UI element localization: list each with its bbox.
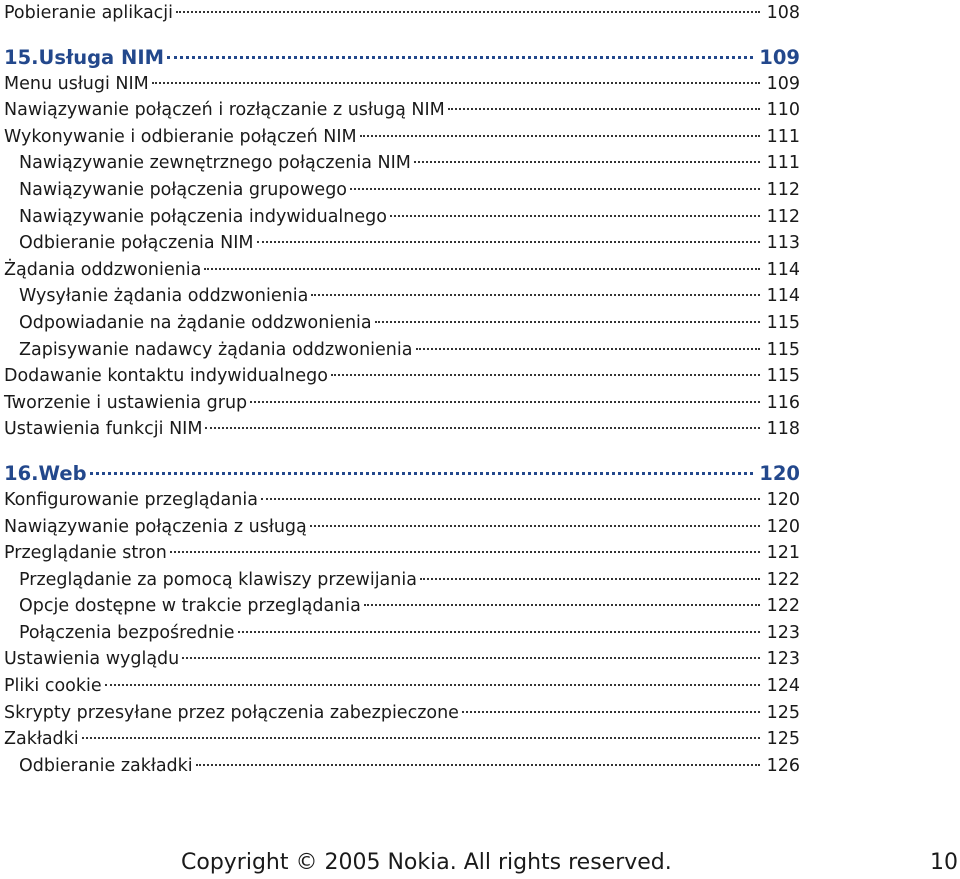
page-number: 10 — [930, 850, 958, 875]
toc-entry — [4, 726, 800, 753]
toc-entry-label: Ustawienia wyglądu — [4, 649, 180, 670]
toc-entry-label: Przeglądanie stron — [4, 543, 167, 564]
toc-entry-page: 122 — [766, 569, 800, 590]
toc-entry — [4, 673, 800, 700]
dot-leader — [105, 683, 760, 686]
toc-entry-label: Dodawanie kontaktu indywidualnego — [4, 366, 328, 387]
toc-entry — [4, 540, 800, 567]
toc-entry-page: 114 — [766, 286, 800, 307]
toc-entry-label: Wysyłanie żądania oddzwonienia — [19, 286, 309, 307]
dot-leader — [90, 471, 754, 475]
toc-entry — [4, 390, 800, 417]
toc-entry-page: 108 — [766, 3, 800, 23]
toc-entry-page: 121 — [766, 543, 800, 564]
toc-entry-label: Połączenia bezpośrednie — [19, 622, 235, 643]
toc-entry-page: 115 — [766, 339, 800, 360]
toc-entry-page: 115 — [766, 366, 800, 387]
dot-leader — [167, 55, 753, 59]
dot-leader — [310, 524, 760, 527]
toc-entry-page: 120 — [759, 461, 800, 485]
toc-entry-label: Nawiązywanie połączenia indywidualnego — [19, 206, 387, 227]
dot-leader — [170, 550, 760, 553]
dot-leader — [360, 134, 760, 137]
toc-entry-page: 126 — [766, 755, 800, 776]
toc-entry-page: 118 — [766, 419, 800, 440]
toc-entry-label: Konfigurowanie przeglądania — [4, 489, 258, 510]
toc-entry — [4, 97, 800, 124]
toc-entry-page: 125 — [766, 702, 800, 723]
toc-entry — [4, 0, 800, 27]
toc-entry — [4, 124, 800, 151]
dot-leader — [420, 577, 760, 580]
toc-entry — [4, 487, 800, 514]
toc-entry-page: 123 — [766, 622, 800, 643]
toc-entry — [4, 363, 800, 390]
toc-entry — [4, 150, 800, 177]
toc-entry-page: 120 — [766, 516, 800, 537]
toc-entry — [4, 620, 800, 647]
copyright-notice: Copyright © 2005 Nokia. All rights reserved. — [181, 850, 672, 875]
dot-leader — [390, 214, 760, 217]
dot-leader — [462, 710, 760, 713]
toc-entry-label: Zakładki — [4, 729, 79, 750]
toc-entry — [4, 593, 800, 620]
dot-leader — [238, 630, 760, 633]
toc-entry-label: Nawiązywanie połączeń i rozłączanie z usługą NIM — [4, 100, 445, 121]
toc-entry-label: Żądania oddzwonienia — [4, 259, 202, 280]
toc-entry-page: 111 — [766, 126, 800, 147]
toc-entry-label: Przeglądanie za pomocą klawiszy przewijania — [19, 569, 417, 590]
dot-leader — [152, 81, 760, 84]
toc-entry-label: Pliki cookie — [4, 676, 102, 697]
dot-leader — [205, 426, 760, 429]
dot-leader — [204, 267, 760, 270]
dot-leader — [311, 293, 760, 296]
toc-entry — [4, 177, 800, 204]
toc-entry — [4, 753, 800, 780]
toc-entry — [4, 567, 800, 594]
toc-entry-page: 110 — [766, 100, 800, 121]
toc-entry-label: Ustawienia funkcji NIM — [4, 419, 203, 440]
toc-entry-label: Menu usługi NIM — [4, 73, 149, 94]
toc-entry-page: 124 — [766, 676, 800, 697]
toc-entry-label: Pobieranie aplikacji — [4, 3, 174, 23]
toc-entry — [4, 646, 800, 673]
dot-leader — [364, 603, 760, 606]
toc-entry-label: Tworzenie i ustawienia grup — [4, 392, 248, 413]
toc-entry — [4, 514, 800, 541]
toc-entry-label: 15.Usługa NIM — [4, 45, 164, 69]
toc-entry-page: 122 — [766, 596, 800, 617]
dot-leader — [82, 736, 760, 739]
toc-entry-label: 16.Web — [4, 461, 87, 485]
dot-leader — [196, 763, 760, 766]
toc-entry — [4, 230, 800, 257]
toc-entry-label: Odbieranie zakładki — [19, 755, 193, 776]
toc-entry-label: Odbieranie połączenia NIM — [19, 233, 254, 254]
dot-leader — [448, 107, 760, 110]
toc-entry — [4, 71, 800, 98]
toc-entry-page: 109 — [759, 45, 800, 69]
toc-entry-label: Nawiązywanie zewnętrznego połączenia NIM — [19, 153, 411, 174]
dot-leader — [375, 320, 760, 323]
table-of-contents — [4, 0, 800, 779]
toc-entry — [4, 337, 800, 364]
toc-chapter-heading — [4, 44, 800, 71]
toc-entry — [4, 257, 800, 284]
dot-leader — [250, 400, 760, 403]
dot-leader — [416, 347, 761, 350]
toc-chapter-heading — [4, 460, 800, 487]
dot-leader — [350, 187, 760, 190]
toc-entry — [4, 283, 800, 310]
dot-leader — [257, 240, 761, 243]
toc-entry-label: Nawiązywanie połączenia grupowego — [19, 179, 348, 200]
toc-entry-page: 116 — [766, 392, 800, 413]
toc-entry-page: 113 — [766, 233, 800, 254]
page-footer — [0, 848, 960, 878]
toc-entry-page: 112 — [766, 179, 800, 200]
toc-entry-label: Nawiązywanie połączenia z usługą — [4, 516, 307, 537]
toc-entry-label: Wykonywanie i odbieranie połączeń NIM — [4, 126, 357, 147]
dot-leader — [182, 656, 760, 659]
toc-entry — [4, 310, 800, 337]
toc-entry-page: 112 — [766, 206, 800, 227]
dot-leader — [331, 373, 760, 376]
toc-entry-label: Zapisywanie nadawcy żądania oddzwonienia — [19, 339, 413, 360]
toc-entry-page: 115 — [766, 312, 800, 333]
toc-entry-label: Skrypty przesyłane przez połączenia zabezpieczone — [4, 702, 459, 723]
toc-entry-label: Opcje dostępne w trakcie przeglądania — [19, 596, 361, 617]
dot-leader — [176, 10, 760, 13]
toc-entry-page: 125 — [766, 729, 800, 750]
toc-entry-label: Odpowiadanie na żądanie oddzwonienia — [19, 312, 372, 333]
toc-entry-page: 111 — [766, 153, 800, 174]
toc-entry-page: 120 — [766, 489, 800, 510]
toc-entry-page: 114 — [766, 259, 800, 280]
toc-entry-page: 123 — [766, 649, 800, 670]
dot-leader — [414, 160, 760, 163]
toc-entry — [4, 416, 800, 443]
toc-entry — [4, 204, 800, 231]
dot-leader — [261, 497, 760, 500]
toc-entry — [4, 700, 800, 727]
toc-entry-page: 109 — [766, 73, 800, 94]
